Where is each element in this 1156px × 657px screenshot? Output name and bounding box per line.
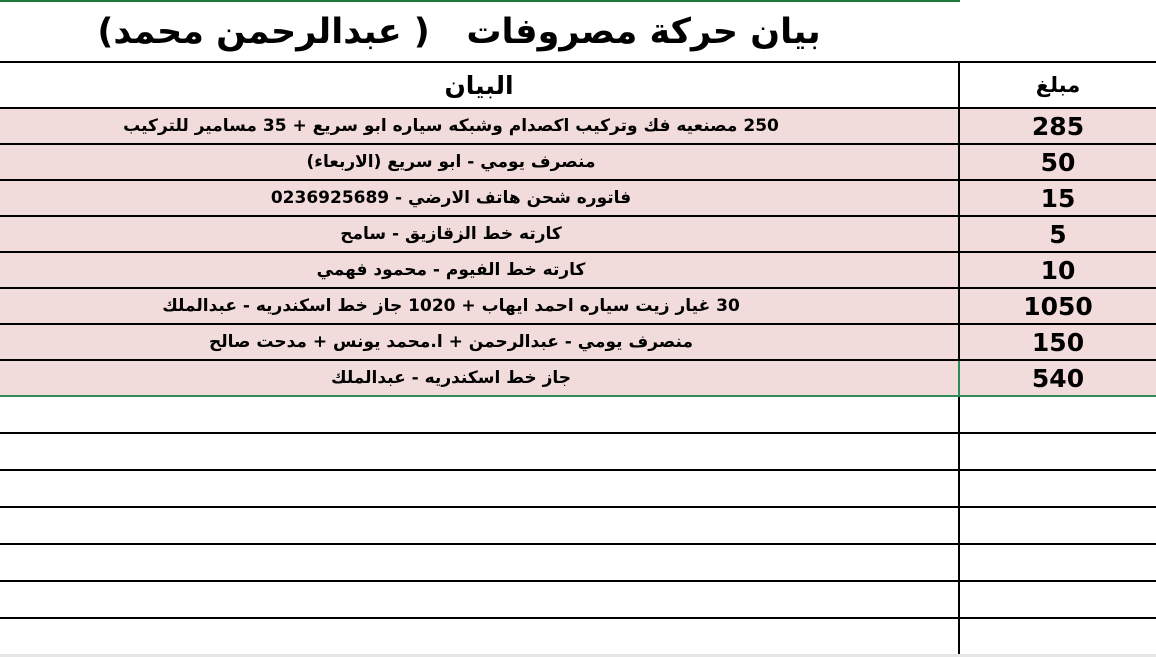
empty-amount-cell[interactable] <box>959 507 1156 544</box>
amount-value: 150 <box>1031 327 1085 357</box>
description-cell[interactable] <box>0 252 959 288</box>
empty-description-cell[interactable] <box>0 544 959 581</box>
description-value: كارته خط الفيوم - محمود فهمي <box>316 260 586 280</box>
description-cell[interactable] <box>0 144 959 180</box>
expense-table <box>0 61 1156 656</box>
empty-row <box>0 433 1156 470</box>
selection-edge-line <box>0 0 960 2</box>
empty-description-cell[interactable] <box>0 507 959 544</box>
empty-amount-cell[interactable] <box>959 618 1156 655</box>
empty-row <box>0 544 1156 581</box>
amount-value: 10 <box>1040 255 1076 285</box>
empty-row <box>0 581 1156 618</box>
empty-description-cell[interactable] <box>0 618 959 655</box>
empty-description-cell[interactable] <box>0 470 959 507</box>
amount-cell[interactable] <box>959 144 1156 180</box>
description-value: كارته خط الزقازيق - سامح <box>340 224 562 244</box>
table-header-row <box>0 62 1156 108</box>
empty-description-cell[interactable] <box>0 581 959 618</box>
page-title: بيان حركة مصروفات ( عبدالرحمن محمد) <box>97 12 821 52</box>
empty-description-cell[interactable] <box>0 433 959 470</box>
description-header-label: البيان <box>444 70 514 100</box>
empty-amount-cell[interactable] <box>959 396 1156 433</box>
amount-cell[interactable] <box>959 288 1156 324</box>
amount-value: 540 <box>1031 363 1085 393</box>
amount-cell[interactable] <box>959 180 1156 216</box>
description-value: 30 غيار زيت سياره احمد ايهاب + 1020 جاز خط اسكندريه - عبدالملك <box>162 296 740 316</box>
description-value: منصرف يومي - عبدالرحمن + ا.محمد يونس + مدحت صالح <box>209 332 693 352</box>
table-row <box>0 252 1156 288</box>
table-row-selected <box>0 360 1156 396</box>
description-value: فاتوره شحن هاتف الارضي - 0236925689 <box>270 188 632 208</box>
amount-cell[interactable] <box>959 108 1156 144</box>
amount-cell[interactable] <box>959 252 1156 288</box>
table-row <box>0 180 1156 216</box>
description-cell[interactable] <box>0 324 959 360</box>
description-cell[interactable] <box>0 360 959 396</box>
amount-cell[interactable] <box>959 360 1156 396</box>
amount-header-label: مبلغ <box>1035 73 1081 97</box>
table-row <box>0 324 1156 360</box>
table-row <box>0 108 1156 144</box>
empty-description-cell[interactable] <box>0 396 959 433</box>
empty-row <box>0 396 1156 433</box>
empty-row <box>0 507 1156 544</box>
amount-value: 5 <box>1049 219 1067 249</box>
empty-amount-cell[interactable] <box>959 470 1156 507</box>
empty-row <box>0 470 1156 507</box>
table-row <box>0 144 1156 180</box>
description-column-header[interactable] <box>0 62 959 108</box>
amount-cell[interactable] <box>959 324 1156 360</box>
description-value: 250 مصنعيه فك وتركيب اكصدام وشبكه سياره ابو سريع + 35 مسامير للتركيب <box>123 116 779 136</box>
description-cell[interactable] <box>0 108 959 144</box>
amount-value: 1050 <box>1023 291 1093 321</box>
description-cell[interactable] <box>0 180 959 216</box>
amount-cell[interactable] <box>959 216 1156 252</box>
empty-amount-cell[interactable] <box>959 581 1156 618</box>
description-cell[interactable] <box>0 216 959 252</box>
description-value: منصرف يومي - ابو سريع (الاربعاء) <box>306 152 596 172</box>
amount-column-header[interactable] <box>959 62 1156 108</box>
empty-row <box>0 618 1156 655</box>
table-row <box>0 288 1156 324</box>
amount-value: 50 <box>1040 147 1076 177</box>
table-row <box>0 216 1156 252</box>
amount-value: 285 <box>1031 111 1085 141</box>
amount-value: 15 <box>1040 183 1076 213</box>
description-value: جاز خط اسكندريه - عبدالملك <box>330 368 572 388</box>
empty-amount-cell[interactable] <box>959 544 1156 581</box>
description-cell[interactable] <box>0 288 959 324</box>
empty-amount-cell[interactable] <box>959 433 1156 470</box>
